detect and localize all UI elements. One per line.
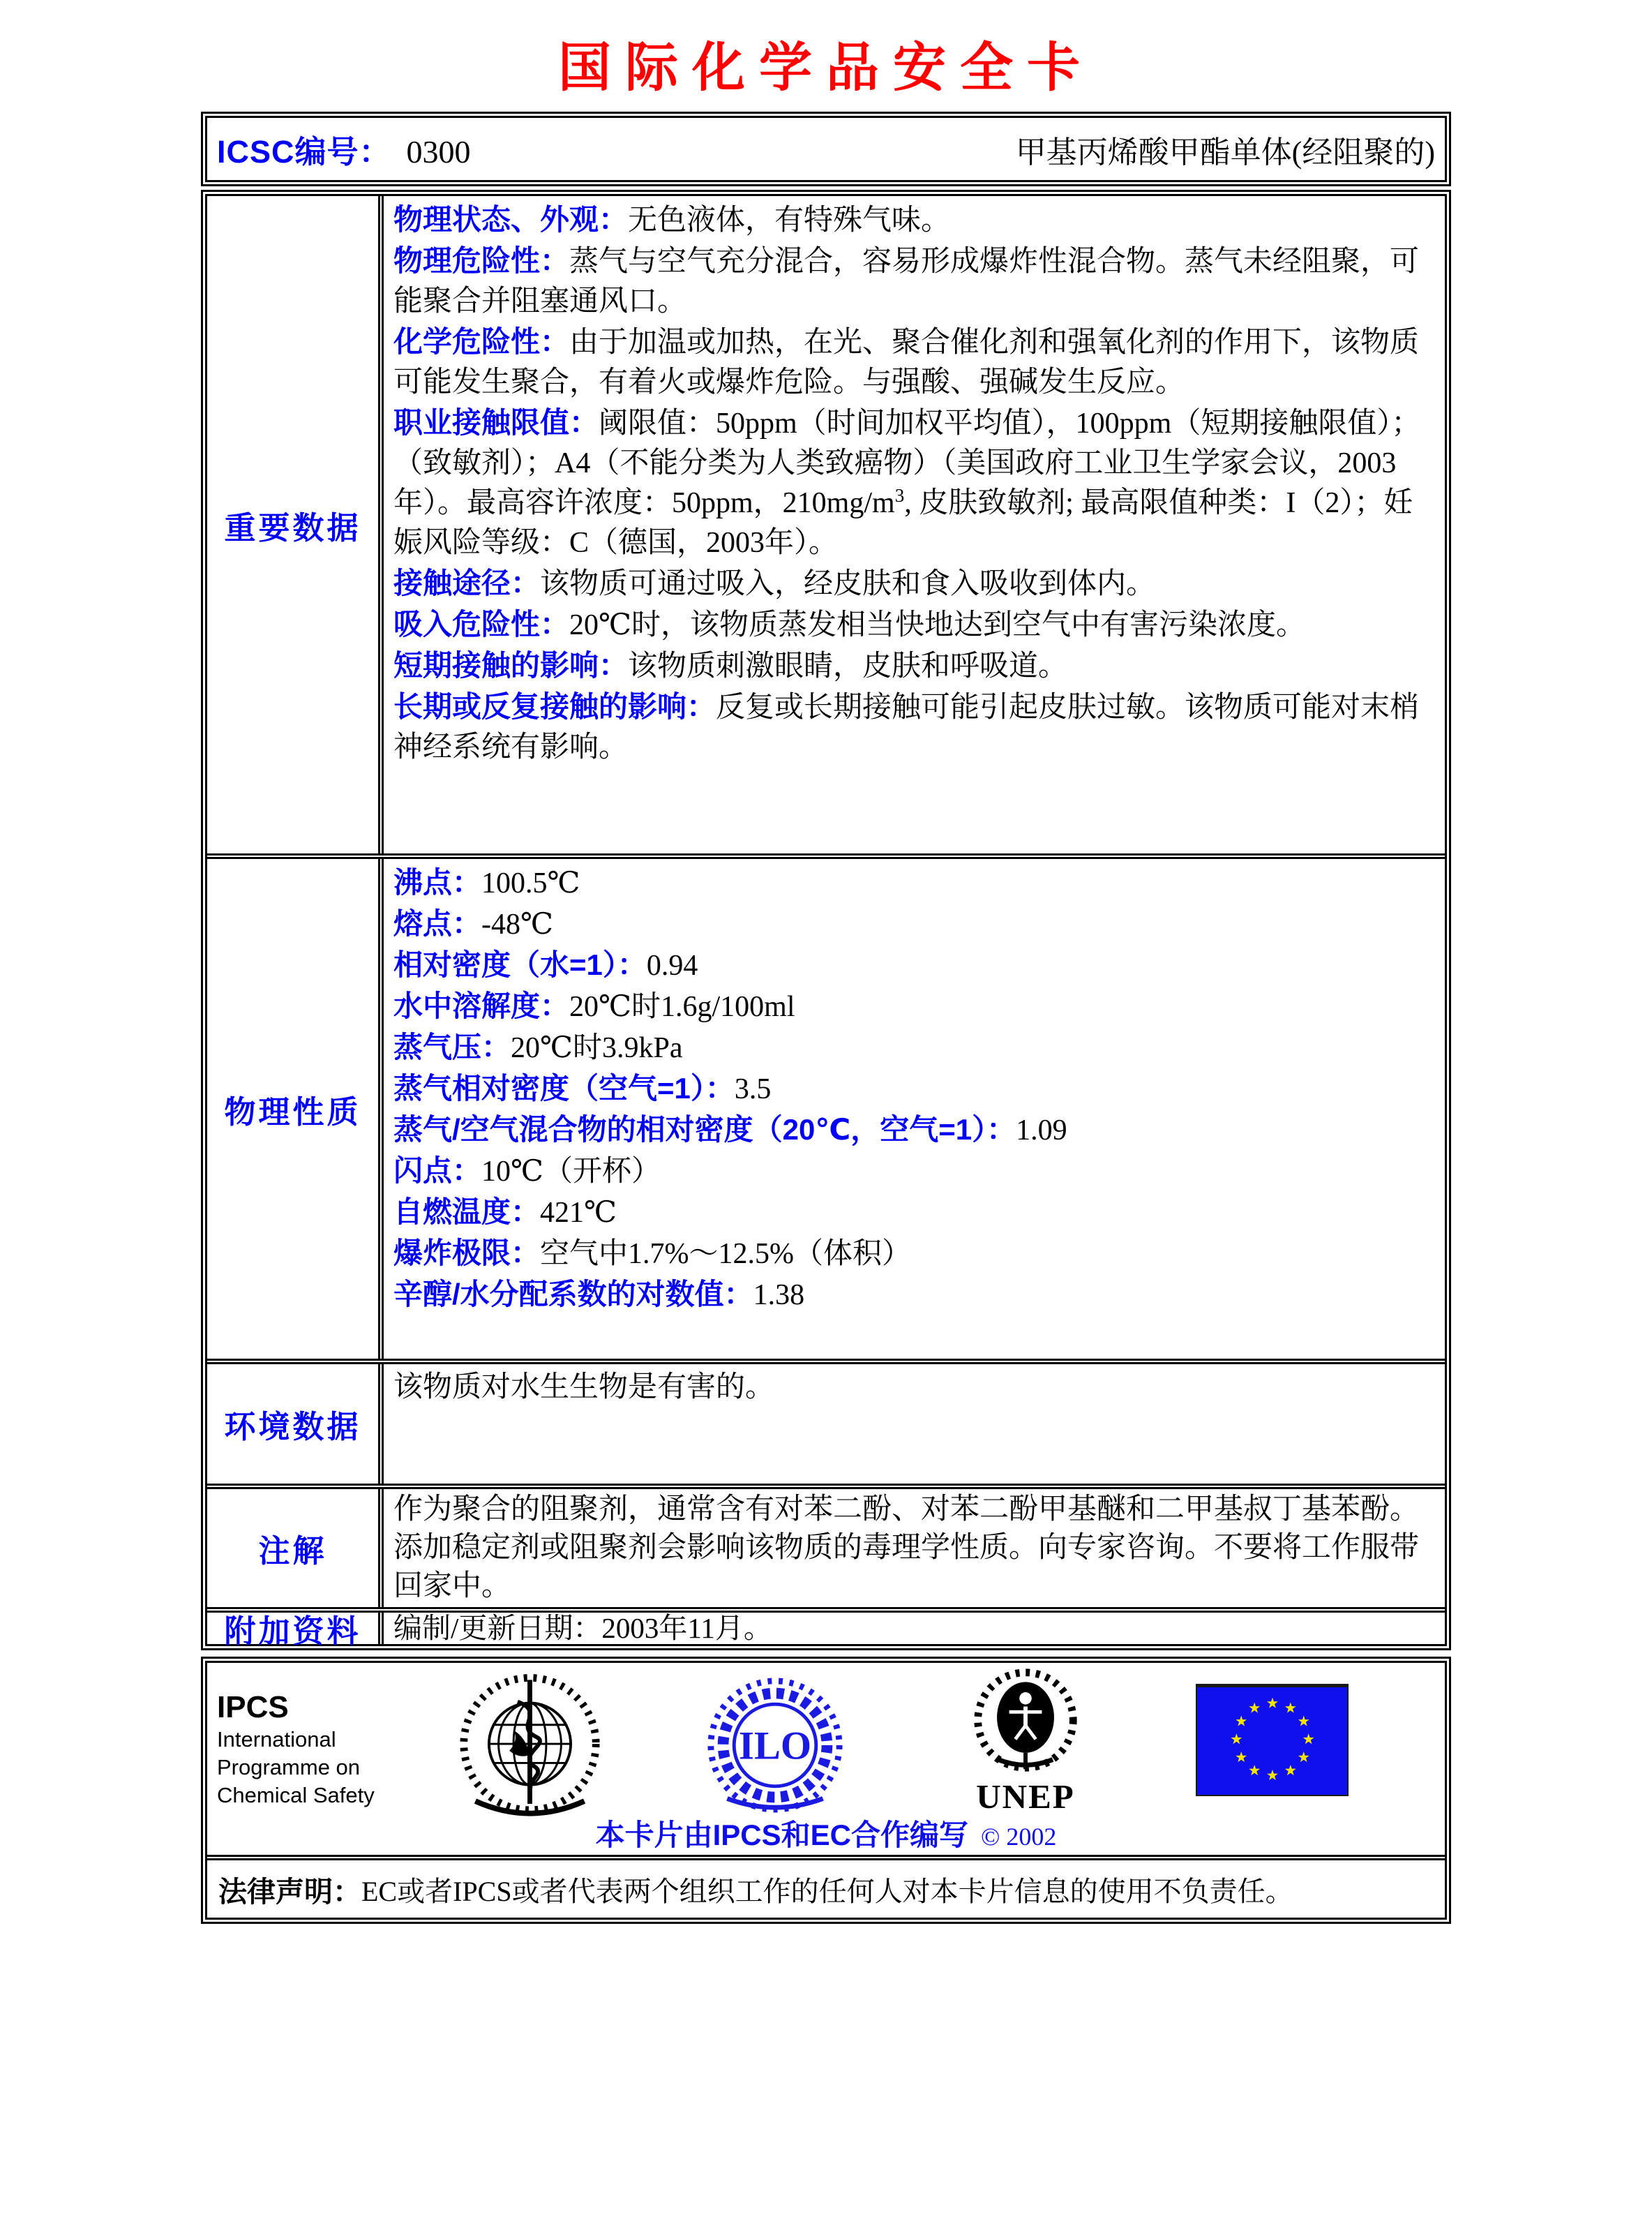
row-label-notes: 注解 <box>207 1489 384 1607</box>
prop-flash-point: 闪点：10℃（开杯） <box>393 1154 661 1188</box>
physical-properties-row <box>207 853 1445 1359</box>
prop-octanol-water-partition: 辛醇/水分配系数的对数值：1.38 <box>393 1278 805 1311</box>
prop-water-solubility: 水中溶解度：20℃时1.6g/100ml <box>393 989 795 1023</box>
unep-wordmark: UNEP <box>976 1777 1075 1816</box>
card-body <box>201 112 1451 1924</box>
field-occupational-exposure-limits: 职业接触限值：阈限值：50ppm（时间加权平均值），100ppm（短期接触限值）；（致敏剂）；A4（不能分类为人类致癌物）（美国政府工业卫生学家会议，2003年）。最高容许浓度：50ppm，$210mg/m^3$, 皮肤致敏剂; 最高限值种类：I（2）；妊娠风险等级：C（德国，2003年）。 <box>393 406 1421 559</box>
icsc-number-group <box>217 126 471 172</box>
prop-explosive-limits: 爆炸极限：空气中1.7%～12.5%（体积） <box>393 1237 911 1270</box>
field-chemical-dangers: 化学危险性：由于加温或加热，在光、聚合催化剂和强氧化剂的作用下，该物质可能发生聚合，有着火或爆炸危险。与强酸、强碱发生反应。 <box>393 325 1420 398</box>
prop-vapor-pressure: 蒸气压：20℃时3.9kPa <box>393 1031 683 1064</box>
unep-emblem-icon <box>966 1666 1085 1776</box>
prop-relative-density: 相对密度（水=1）：0.94 <box>393 948 698 982</box>
ipcs-acronym: IPCS <box>217 1690 289 1724</box>
physical-properties-content <box>384 859 1445 1359</box>
icsc-number-value: 0300 <box>406 134 471 170</box>
row-label-important-data: 重要数据 <box>207 196 384 853</box>
important-data-row <box>207 196 1445 853</box>
notes-row <box>207 1484 1445 1607</box>
ipcs-block: IPCS International Programme on Chemical Safety <box>217 1690 375 1807</box>
row-label-environmental-data: 环境数据 <box>207 1364 384 1484</box>
prop-melting-point: 熔点：-48℃ <box>393 907 553 941</box>
environmental-data-content: 该物质对水生生物是有害的。 <box>393 1371 775 1403</box>
notes-content: 作为聚合的阻聚剂，通常含有对苯二酚、对苯二酚甲基醚和二甲基叔丁基苯酚。添加稳定剂或阻聚剂会影响该物质的毒理学性质。向专家咨询。不要将工作服带回家中。 <box>393 1493 1420 1602</box>
logos-row <box>207 1663 1445 1855</box>
field-physical-dangers: 物理危险性：蒸气与空气充分混合，容易形成爆炸性混合物。蒸气未经阻聚，可能聚合并阻塞通风口。 <box>393 244 1420 318</box>
unep-logo <box>959 1666 1092 1814</box>
main-table <box>201 190 1451 1650</box>
legal-row <box>207 1855 1445 1918</box>
additional-info-content: 编制/更新日期：2003年11月。 <box>393 1612 772 1644</box>
field-long-term-effects: 长期或反复接触的影响：反复或长期接触可能引起皮肤过敏。该物质可能对末梢神经系统有影响。 <box>393 690 1420 763</box>
row-label-additional-info: 附加资料 <box>207 1613 384 1644</box>
footer-table <box>201 1657 1451 1924</box>
eu-flag-icon <box>1196 1684 1349 1796</box>
field-physical-state: 物理状态、外观：无色液体，有特殊气味。 <box>393 203 951 237</box>
header-table <box>201 112 1451 186</box>
copyright-text: © 2002 <box>981 1823 1057 1851</box>
ilo-letters: ILO <box>738 1724 812 1768</box>
who-logo-icon <box>458 1667 601 1830</box>
prop-vapor-relative-density: 蒸气相对密度（空气=1）：3.5 <box>393 1072 772 1105</box>
icsc-number-label: ICSC编号： <box>217 134 391 170</box>
field-routes-of-exposure: 接触途径：该物质可通过吸入，经皮肤和食入吸收到体内。 <box>393 567 1156 600</box>
legal-text: EC或者IPCS或者代表两个组织工作的任何人对本卡片信息的使用不负责任。 <box>361 1875 1293 1907</box>
chemical-name: 甲基丙烯酸甲酯单体(经阻聚的) <box>1015 135 1435 170</box>
ilo-logo-icon <box>707 1671 843 1824</box>
additional-info-row <box>207 1607 1445 1649</box>
prop-boiling-point: 沸点：100.5℃ <box>393 866 580 899</box>
page-title: 国际化学品安全卡 <box>558 38 1094 98</box>
superscript-3: 3 <box>894 485 905 506</box>
prop-autoignition-temperature: 自燃温度：421℃ <box>393 1195 617 1229</box>
environmental-data-row <box>207 1359 1445 1484</box>
important-data-content <box>384 196 1445 853</box>
legal-label: 法律声明： <box>218 1875 361 1908</box>
credit-line <box>207 1812 1445 1854</box>
credit-text: 本卡片由IPCS和EC合作编写 <box>595 1818 968 1851</box>
field-short-term-effects: 短期接触的影响：该物质刺激眼睛，皮肤和呼吸道。 <box>393 649 1068 682</box>
row-label-physical-properties: 物理性质 <box>207 859 384 1359</box>
prop-vapor-air-mixture-density: 蒸气/空气混合物的相对密度（20℃，空气=1）：1.09 <box>393 1113 1067 1147</box>
field-inhalation-risk: 吸入危险性：20℃时，该物质蒸发相当快地达到空气中有害污染浓度。 <box>393 608 1306 641</box>
